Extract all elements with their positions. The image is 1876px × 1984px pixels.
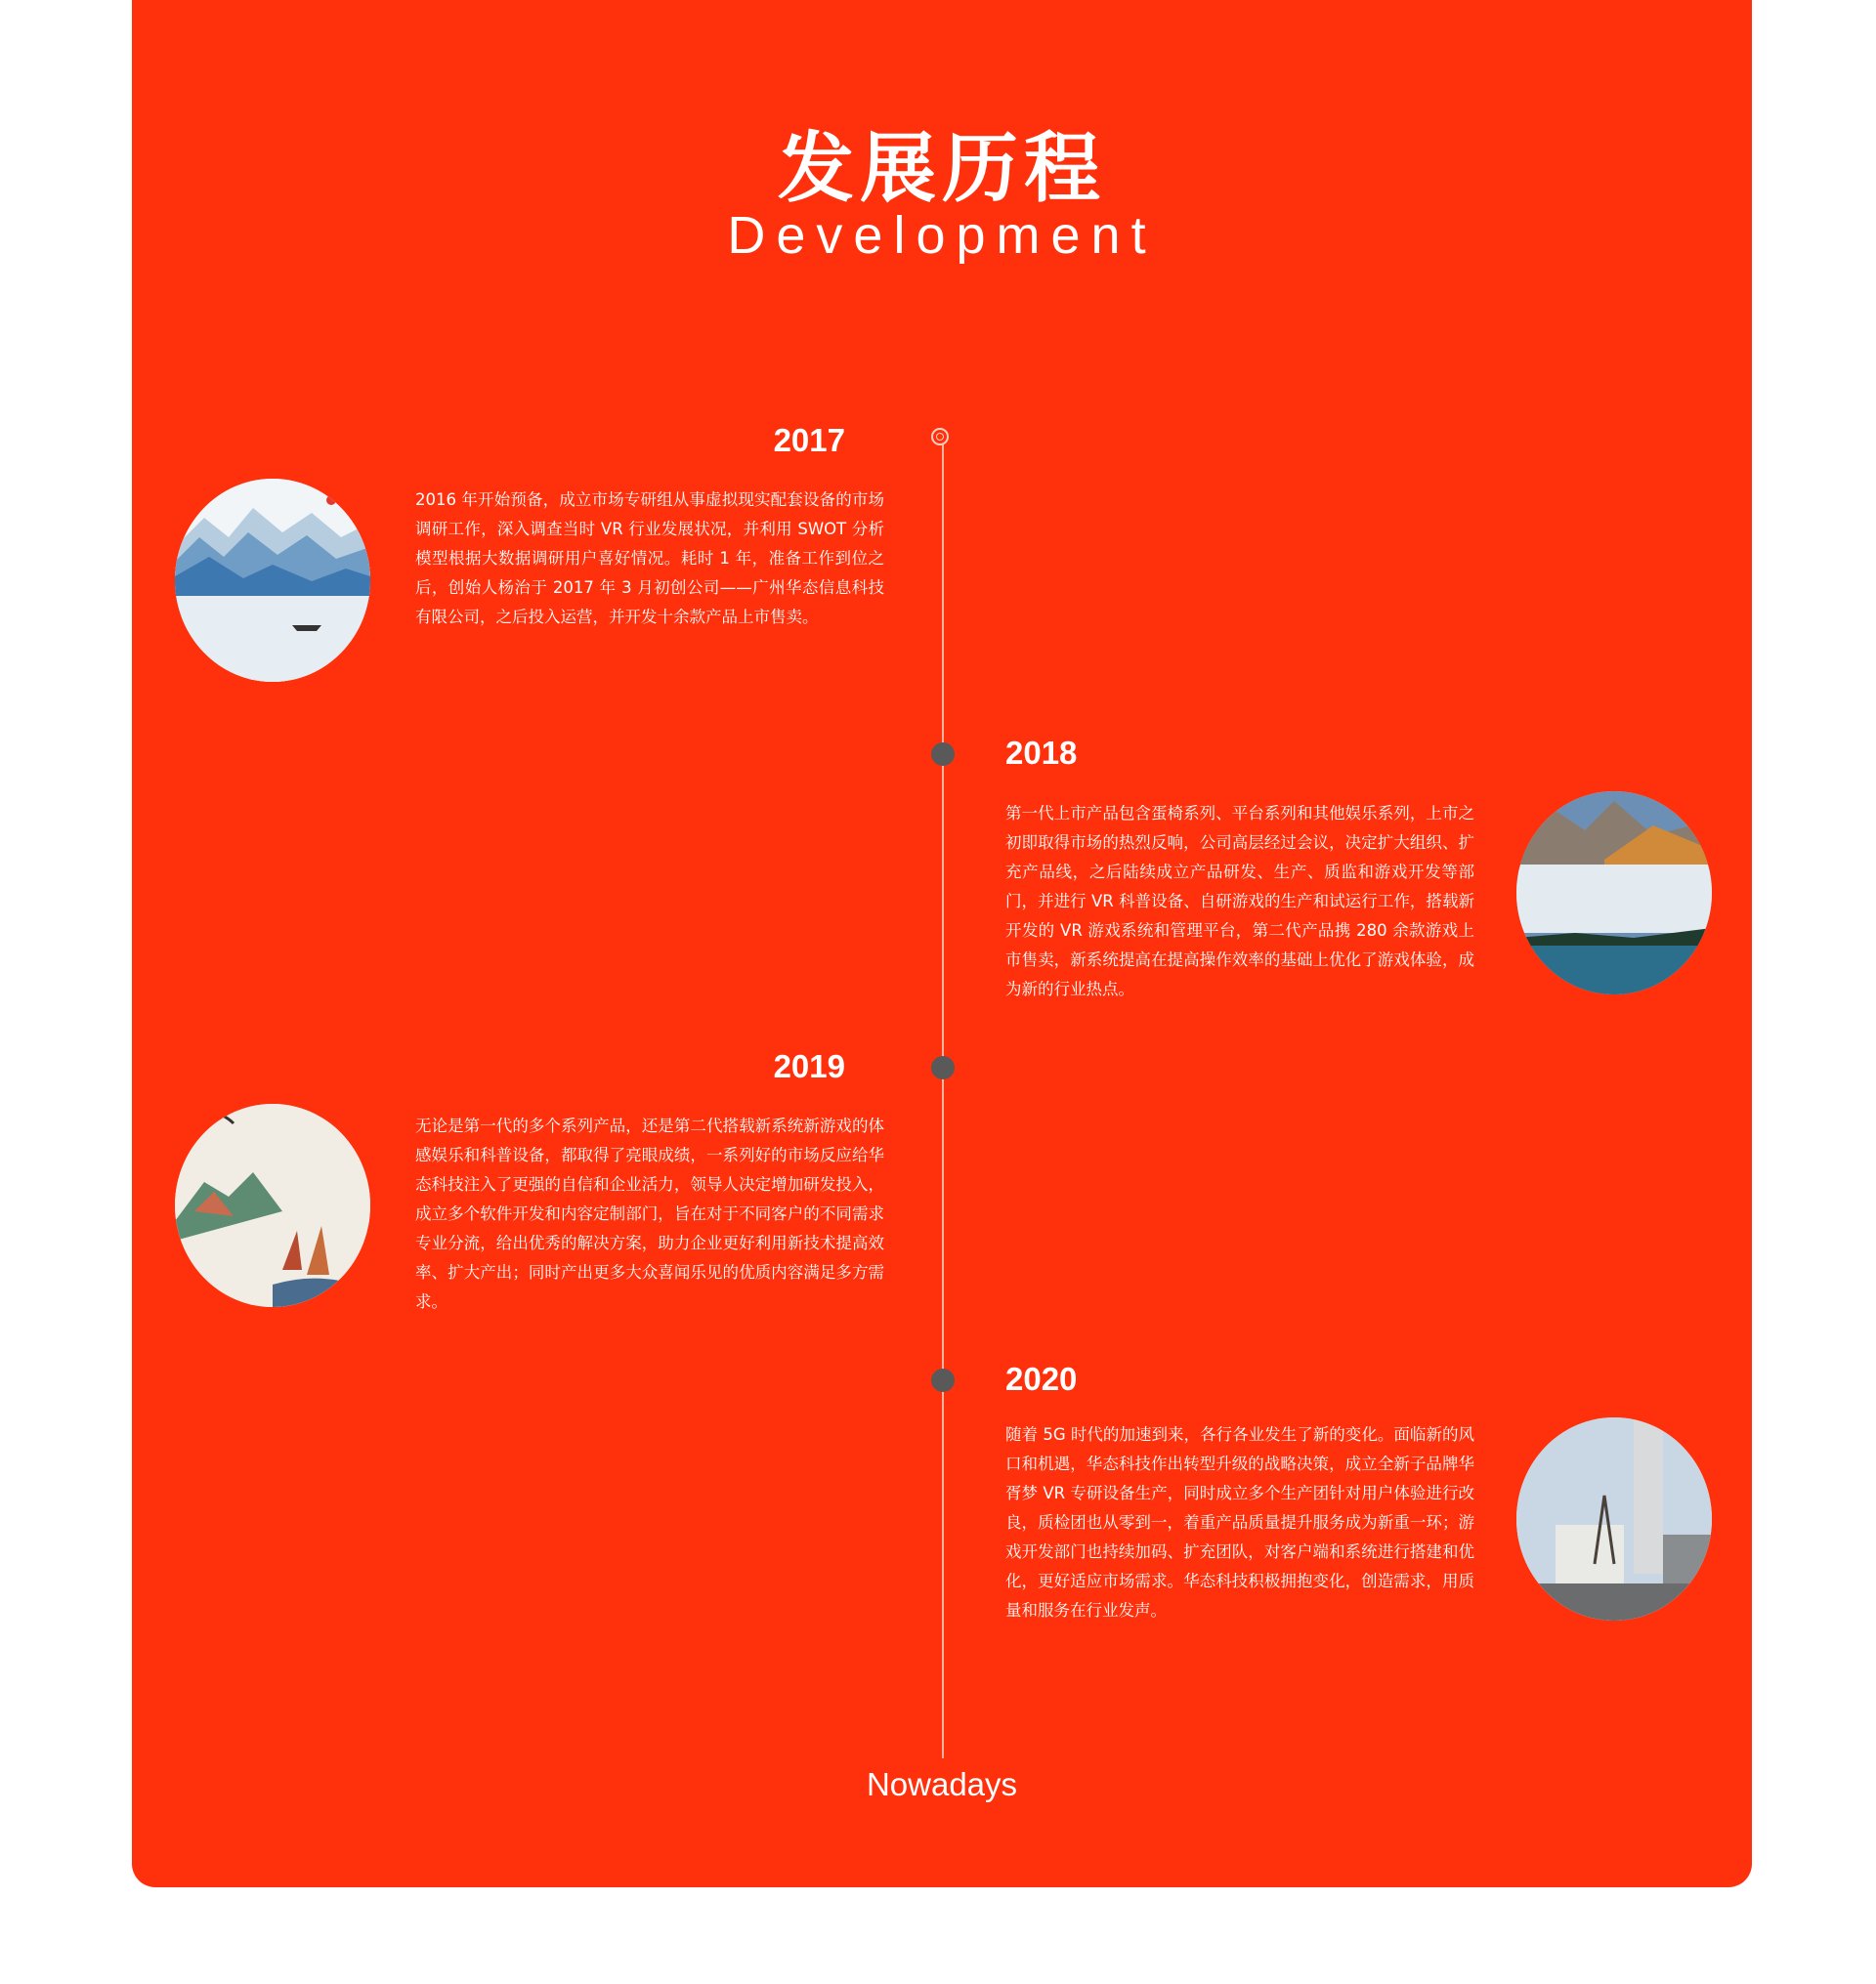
timeline-start-dot xyxy=(931,428,949,445)
timeline-dot-2020 xyxy=(931,1369,955,1392)
year-2017-label: 2017 xyxy=(773,422,845,458)
timeline-dot-2019 xyxy=(931,1056,955,1079)
year-2019-label: 2019 xyxy=(773,1048,845,1084)
nowadays-label: Nowadays xyxy=(866,1766,1018,1802)
year-2020-text: 随着 5G 时代的加速到来，各行各业发生了新的变化。面临新的风口和机遇，华态科技作出转型升级的战略决策，成立全新子品牌华胥梦 VR 专研设备生产，同时成立多个生产团针对用户体验进行改良，质检团也从零到一，着重产品质量提升服务成为新重一环；游戏开发部门也持续加码、扩充团队，对客户端和系统进行搭建和优化，更好适应市场需求。华态科技积极拥抱变化，创造需求，用质量和服务在行业发声。 xyxy=(1005,1425,1474,1620)
page-title: 发展历程 xyxy=(777,125,1106,213)
timeline-dot-2018 xyxy=(931,742,955,766)
year-2019-text: 无论是第一代的多个系列产品，还是第二代搭载新系统新游戏的体感娱乐和科普设备，都取得了亮眼成绩，一系列好的市场反应给华态科技注入了更强的自信和企业活力，领导人决定增加研发投入，成立多个软件开发和内容定制部门，旨在对于不同客户的不同需求专业分流，给出优秀的解决方案，助力企业更好利用新技术提高效率、扩大产出；同时产出更多大众喜闻乐见的优质内容满足多方需求。 xyxy=(415,1117,884,1311)
chinese-painting-image xyxy=(175,1104,370,1307)
modern-building-image xyxy=(1516,1417,1712,1621)
page-subtitle: Development xyxy=(727,206,1157,265)
year-2018-text: 第一代上市产品包含蛋椅系列、平台系列和其他娱乐系列，上市之初即取得市场的热烈反响，公司高层经过会议，决定扩大组织、扩充产品线，之后陆续成立产品研发、生产、质监和游戏开发等部门，并进行 VR 科普设备、自研游戏的生产和试运行工作，搭载新开发的 VR 游戏系统和管理平台，第二代产品携 280 余款游戏上市售卖，新系统提高在提高操作效率的基础上优化了游戏体验，成为新的行业热点。 xyxy=(1005,804,1474,998)
year-2018-label: 2018 xyxy=(1005,735,1078,771)
ink-landscape-image xyxy=(175,479,370,682)
mountain-lake-image xyxy=(1516,791,1712,994)
year-2017-text: 2016 年开始预备，成立市场专研组从事虚拟现实配套设备的市场调研工作，深入调查当时 VR 行业发展状况，并利用 SWOT 分析模型根据大数据调研用户喜好情况。耗时 1 年，准备工作到位之后，创始人杨治于 2017 年 3 月初创公司——广州华态信息科技有限公司，之后投入运营，并开发十余款产品上市售卖。 xyxy=(415,490,884,626)
timeline-line xyxy=(942,440,944,1758)
year-2020-label: 2020 xyxy=(1005,1361,1078,1397)
development-panel xyxy=(132,0,1752,1887)
